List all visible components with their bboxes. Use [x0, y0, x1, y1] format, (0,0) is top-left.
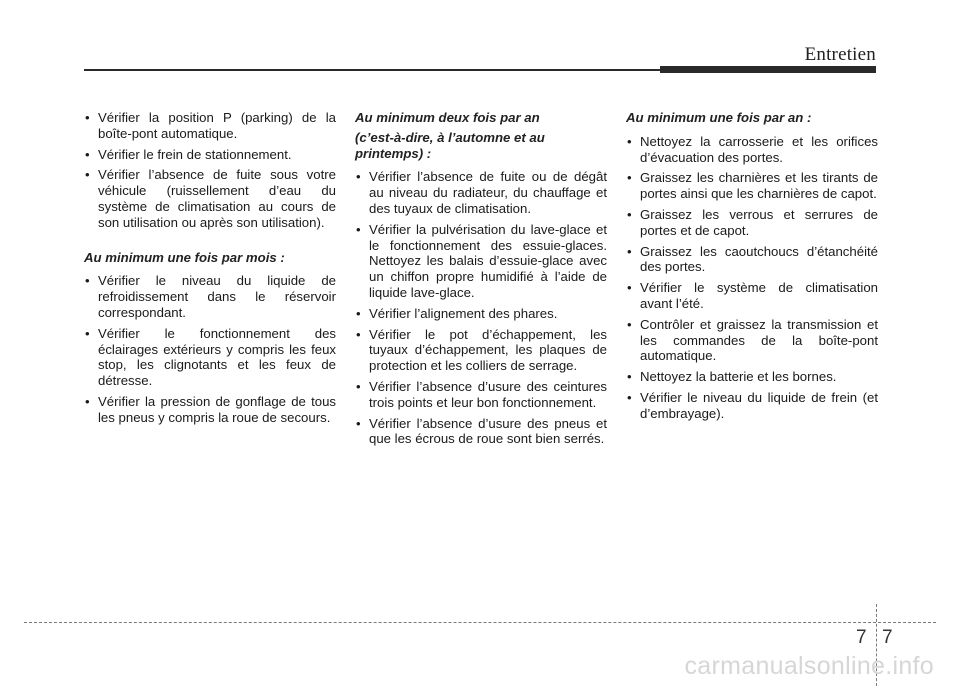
list-item: • Graissez les charnières et les tirants de portes ainsi que les charnières de capot.	[627, 170, 878, 202]
list-item: • Vérifier le système de climatisation avant l’été.	[627, 280, 878, 311]
bullet: •	[356, 326, 361, 342]
list-item: • Vérifier l’absence de fuite sous votre véhicule (ruissellement d’eau du système de climatisation au cours de son utilisation ou après son utilisation).	[85, 167, 336, 230]
list-item: • Vérifier l’absence d’usure des ceintures trois points et leur bon fonctionnement.	[356, 378, 607, 410]
bullet: •	[356, 221, 361, 237]
header-bar	[660, 66, 876, 73]
list-item: • Nettoyez la carrosserie et les orifices d’évacuation des portes.	[627, 133, 878, 165]
page-number: 7	[882, 627, 893, 648]
bullet: •	[85, 146, 90, 162]
list-item: • Graissez les verrous et serrures de portes et de capot.	[627, 206, 878, 238]
list-item: • Vérifier l’absence de fuite ou de dégât au niveau du radiateur, du chauffage et des tuyaux de climatisation.	[356, 169, 607, 216]
annual-checklist	[626, 134, 878, 422]
monthly-heading: Au minimum une fois par mois :	[84, 249, 285, 265]
footer-rule	[24, 622, 936, 623]
bullet: •	[85, 325, 90, 341]
annual-heading: Au minimum une fois par an :	[626, 110, 812, 125]
list-item: • Vérifier le pot d’échappement, les tuyaux d’échappement, les plaques de protection et les colliers de serrage.	[356, 326, 607, 374]
column-2	[355, 110, 607, 452]
checklist	[84, 110, 336, 231]
bullet: •	[627, 170, 632, 186]
list-item: • Vérifier le fonctionnement des éclairages extérieurs y compris les feux stop, les clignotants et les feux de détresse.	[85, 325, 336, 389]
list-item: • Vérifier le niveau du liquide de frein (et d’embrayage).	[627, 389, 878, 421]
list-item: • Vérifier le frein de stationnement.	[85, 146, 292, 162]
bullet: •	[356, 378, 361, 394]
bullet: •	[627, 206, 632, 222]
list-item: • Vérifier la pression de gonflage de tous les pneus y compris la roue de secours.	[85, 393, 336, 425]
header-rule	[84, 69, 660, 71]
list-item: • Vérifier la position P (parking) de la boîte-pont automatique.	[85, 110, 336, 141]
bullet: •	[356, 169, 361, 185]
bullet: •	[356, 305, 361, 321]
list-item: • Graissez les caoutchoucs d’étanchéité des portes.	[627, 243, 878, 275]
bullet: •	[627, 280, 632, 296]
chapter-number: 7	[856, 627, 867, 648]
biannual-heading-line1: Au minimum deux fois par an	[355, 110, 540, 125]
biannual-heading-line2: (c’est-à-dire, à l’automne et au printemps) :	[355, 129, 545, 161]
list-item: • Vérifier l’alignement des phares.	[356, 305, 558, 321]
list-item: • Nettoyez la batterie et les bornes.	[627, 369, 837, 385]
bullet: •	[627, 316, 632, 332]
biannual-checklist	[355, 169, 607, 447]
bullet: •	[85, 110, 90, 125]
column-1	[84, 110, 336, 431]
monthly-checklist	[84, 273, 336, 425]
bullet: •	[627, 369, 632, 385]
column-3	[626, 110, 878, 427]
bullet: •	[627, 243, 632, 259]
bullet: •	[356, 415, 361, 431]
bullet: •	[85, 273, 90, 289]
bullet: •	[85, 167, 90, 183]
list-item: • Vérifier le niveau du liquide de refroidissement dans le réservoir correspondant.	[85, 273, 336, 320]
bullet: •	[85, 393, 90, 409]
section-title: Entretien	[804, 44, 876, 65]
watermark: carmanualsonline.info	[684, 652, 934, 680]
list-item: • Contrôler et graissez la transmission et les commandes de la boîte-pont automatique.	[627, 316, 878, 364]
list-item: • Vérifier la pulvérisation du lave-glace et le fonctionnement des essuie-glaces. Nettoyez les balais d’essuie-glace avec un chiffon propre humidifié à l’aide de liquide lave-glace.	[356, 221, 607, 300]
list-item: • Vérifier l’absence d’usure des pneus et que les écrous de roue sont bien serrés.	[356, 415, 607, 447]
bullet: •	[627, 133, 632, 149]
bullet: •	[627, 389, 632, 405]
